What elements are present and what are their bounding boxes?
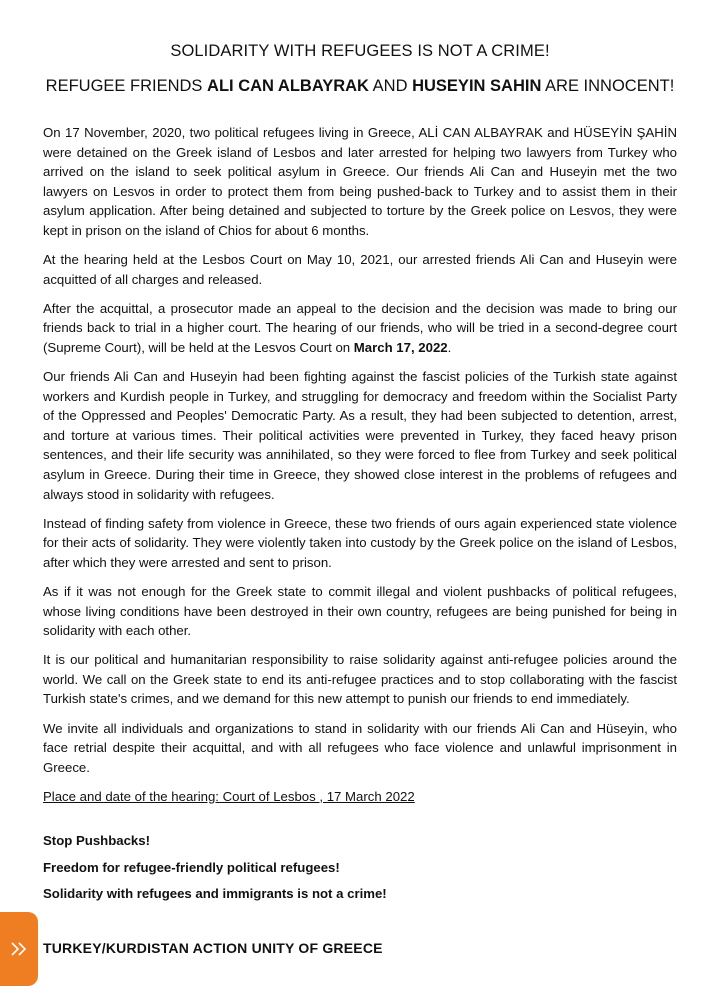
subtitle-name-2: HUSEYIN SAHIN (412, 77, 542, 95)
body-text (43, 123, 677, 816)
slogans (43, 831, 677, 911)
paragraph-7: It is our political and humanitarian responsibility to raise solidarity against anti-refugee policies around the world. We call on the Greek state to end its anti-refugee practices and to stop collaborating with the fascist Turkish state's crimes, and we demand for this new attempt to punish our friends to end immediately. (43, 652, 677, 707)
subtitle-prefix: REFUGEE FRIENDS (45, 77, 208, 95)
hearing-date: March 17, 2022 (353, 339, 448, 355)
slogan-1: Stop Pushbacks! (43, 833, 150, 848)
corner-tab[interactable] (0, 912, 38, 986)
double-chevron-right-icon (8, 938, 30, 960)
place-and-date: Place and date of the hearing: Court of Lesbos , 17 March 2022 (43, 788, 415, 804)
paragraph-4: Our friends Ali Can and Huseyin had been fighting against the fascist policies of the Turkish state against workers and Kurdish people in Turkey, and struggling for democracy and freedom within the Socialist Party of the Oppressed and Peoples' Democratic Party. As a result, they had been subjected to detention, arrest, and torture at various times. Their political activities were prevented in Turkey, they faced heavy prison sentences, and their life security was annihilated, so they were forced to flee from Turkey and seek political asylum in Greece. During their time in Greece, they showed close interest in the problems of refugees and always stood in solidarity with refugees. (43, 369, 677, 502)
slogan-3: Solidarity with refugees and immigrants is not a crime! (43, 886, 387, 902)
paragraph-3-end: . (447, 339, 452, 355)
paragraph-1: On 17 November, 2020, two political refugees living in Greece, ALİ CAN ALBAYRAK and HÜSEYİN ŞAHİN were detained on the Greek island of Lesbos and later arrested for helping two lawyers from Turkey who arrived on the island to seek political asylum in Greece. Our friends Ali Can and Huseyin met the two lawyers on Lesvos in order to protect them from being pushed-back to Turkey and to assist them in their asylum application. After being detained and subjected to torture by the Greek police on Lesvos, they were kept in prison on the island of Chios for about 6 months. (43, 125, 677, 238)
subtitle-and: AND (368, 77, 413, 95)
paragraph-3-text: After the acquittal, a prosecutor made an appeal to the decision and the decision was made to bring our friends back to trial in a higher court. The hearing of our friends, who will be tried in a second-degree court (Supreme Court), will be held at the Lesvos Court on (43, 300, 677, 355)
page-subtitle (0, 77, 720, 96)
subtitle-suffix: ARE INNOCENT! (541, 77, 675, 95)
signature: TURKEY/KURDISTAN ACTION UNITY OF GREECE (43, 940, 383, 956)
paragraph-3 (43, 299, 677, 358)
page-title: SOLIDARITY WITH REFUGEES IS NOT A CRIME! (170, 42, 550, 60)
subtitle-name-1: ALI CAN ALBAYRAK (207, 77, 369, 95)
paragraph-2: At the hearing held at the Lesbos Court on May 10, 2021, our arrested friends Ali Can and Huseyin were acquitted of all charges and released. (43, 252, 677, 287)
paragraph-6: As if it was not enough for the Greek state to commit illegal and violent pushbacks of political refugees, whose living conditions have been destroyed in their own country, refugees are being punished for being in solidarity with each other. (43, 583, 677, 639)
slogan-2: Freedom for refugee-friendly political refugees! (43, 859, 340, 875)
paragraph-8: We invite all individuals and organizations to stand in solidarity with our friends Ali Can and Hüseyin, who face retrial despite their acquittal, and with all refugees who face violence and unlawful imprisonment in Greece. (43, 720, 677, 775)
paragraph-5: Instead of finding safety from violence in Greece, these two friends of ours again experienced state violence for their acts of solidarity. They were violently taken into custody by the Greek police on the island of Lesbos, after which they were arrested and sent to prison. (43, 515, 677, 570)
